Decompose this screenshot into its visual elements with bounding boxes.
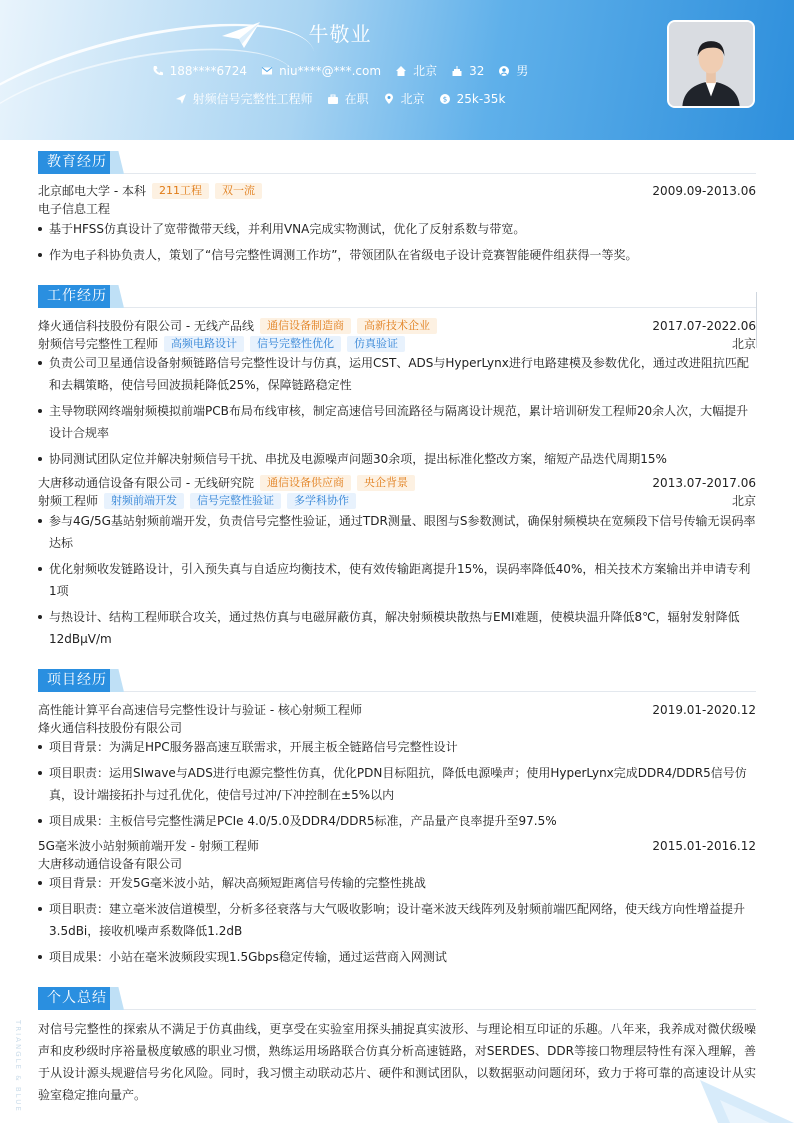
section-summary	[38, 987, 756, 1010]
job-city: 北京	[731, 494, 756, 508]
major-row	[38, 200, 756, 217]
candidate-name: 牛敬业	[308, 22, 372, 46]
project-company-row	[38, 855, 756, 872]
section-work	[38, 285, 756, 308]
job-bullet: 参与4G/5G基站射频前端开发，负责信号完整性验证，通过TDR测量、眼图与S参数测试，确保射频模块在宽频段下信号传输无误码率达标	[38, 510, 756, 554]
job-bullet: 负责公司卫星通信设备射频链路信号完整性设计与仿真，运用CST、ADS与HyperLynx进行电路建模及参数优化，通过改进阻抗匹配和去耦策略，使信号回波损耗降低25%，保障链路稳定性	[38, 352, 756, 396]
project-name: 5G毫米波小站射频前端开发 - 射频工程师	[38, 839, 259, 853]
section-education	[38, 151, 756, 174]
money-icon	[439, 93, 451, 105]
project-bullet: 项目成果：主板信号完整性满足PCIe 4.0/5.0及DDR4/DDR5标准，产品量产良率提升至97.5%	[38, 810, 756, 832]
job-role-row	[38, 335, 756, 352]
svg-text:$: $	[442, 95, 447, 103]
summary-text: 对信号完整性的探索从不满足于仿真曲线，更享受在实验室用探头捕捉真实波形、与理论相互印证的乐趣。八年来，我养成对微伏级噪声和皮秒级时序裕量极度敏感的职业习惯，熟练运用场路联合仿真分析高速链路，对SERDES、DDR等接口物理层特性有深入理解，善于从设计源头规避信号劣化风险。同时，我习惯主动联动芯片、硬件和测试团队，以数据驱动问题闭环，致力于将可靠的高速设计从实验室稳定推向量产。	[38, 1022, 756, 1102]
project-header	[38, 701, 756, 718]
project-bullet: 项目职责：建立毫米波信道模型，分析多径衰落与大气吸收影响；设计毫米波天线阵列及射频前端匹配网络，使天线方向性增益提升3.5dBi，接收机噪声系数降低1.2dB	[38, 898, 756, 942]
project-bullet: 项目职责：运用SIwave与ADS进行电源完整性仿真，优化PDN目标阻抗，降低电源噪声；使用HyperLynx完成DDR4/DDR5信号仿真，设计端接拓扑与过孔优化，使信号过冲/下冲控制在±5%以内	[38, 762, 756, 806]
job-header	[38, 474, 756, 491]
status-item	[327, 90, 369, 107]
job-city: 北京	[731, 337, 756, 351]
section-divider	[124, 173, 756, 174]
salary-text: 25k-35k	[456, 91, 506, 106]
mail-icon	[261, 65, 273, 77]
skill-tag: 射频前端开发	[104, 493, 184, 509]
company-tag: 高新技术企业	[357, 318, 437, 334]
skill-tag: 多学科协作	[287, 493, 356, 509]
job-header	[38, 317, 756, 334]
company-tag: 通信设备供应商	[260, 475, 351, 491]
company-tag: 央企背景	[357, 475, 415, 491]
major-text: 电子信息工程	[38, 202, 111, 216]
education-header	[38, 182, 756, 199]
skill-tag: 高频电路设计	[164, 336, 244, 352]
section-title-decor	[110, 669, 124, 692]
job-date: 2013.07-2017.06	[652, 475, 756, 490]
job-role-row	[38, 492, 756, 509]
target-city-text: 北京	[400, 92, 425, 106]
position-text: 射频信号完整性工程师	[192, 92, 313, 106]
position-item	[175, 90, 313, 107]
contact-row	[0, 62, 680, 79]
resume-header	[0, 0, 794, 140]
section-title-decor	[110, 151, 124, 174]
section-title-decor	[110, 285, 124, 308]
company-tag: 通信设备制造商	[260, 318, 351, 334]
cake-icon	[451, 65, 463, 77]
briefcase-icon	[327, 93, 339, 105]
location-pin-icon	[383, 93, 395, 105]
skill-tag: 信号完整性优化	[250, 336, 341, 352]
project-header	[38, 837, 756, 854]
home-icon	[395, 65, 407, 77]
age-text: 32	[469, 63, 485, 78]
skill-tag: 信号完整性验证	[190, 493, 281, 509]
side-watermark: TRIANGLE & BLUE	[14, 1020, 22, 1113]
project-bullet: 项目背景：为满足HPC服务器高速互联需求，开展主板全链路信号完整性设计	[38, 736, 756, 758]
company-name: 烽火通信科技股份有限公司 - 无线产品线	[38, 319, 254, 333]
city-item	[395, 62, 437, 79]
phone-item	[152, 62, 247, 79]
avatar	[667, 20, 755, 108]
section-divider	[124, 1009, 756, 1010]
phone-text: 188****6724	[169, 63, 248, 78]
target-city-item	[383, 90, 425, 107]
project-name: 高性能计算平台高速信号完整性设计与验证 - 核心射频工程师	[38, 703, 362, 717]
job-intent-row	[0, 90, 680, 107]
project-bullet: 项目背景：开发5G毫米波小站，解决高频短距离信号传输的完整性挑战	[38, 872, 756, 894]
section-projects	[38, 669, 756, 692]
skill-tag: 仿真验证	[347, 336, 405, 352]
job-date: 2017.07-2022.06	[652, 318, 756, 333]
section-title: 教育经历	[38, 151, 116, 174]
status-text: 在职	[344, 92, 369, 106]
job-role: 射频信号完整性工程师	[38, 337, 159, 351]
project-company: 烽火通信科技股份有限公司	[38, 721, 183, 735]
section-title-decor	[110, 987, 124, 1010]
gender-item	[498, 62, 528, 79]
school-tag: 双一流	[215, 183, 262, 199]
city-text: 北京	[413, 64, 438, 78]
section-title: 个人总结	[38, 987, 116, 1010]
project-company: 大唐移动通信设备有限公司	[38, 857, 183, 871]
project-bullet: 项目成果：小站在毫米波频段实现1.5Gbps稳定传输，通过运营商入网测试	[38, 946, 756, 968]
education-bullet: 基于HFSS仿真设计了宽带微带天线，并利用VNA完成实物测试，优化了反射系数与带宽。	[38, 218, 756, 240]
email-item	[261, 62, 381, 79]
job-role: 射频工程师	[38, 494, 99, 508]
section-title: 项目经历	[38, 669, 116, 692]
education-date: 2009.09-2013.06	[652, 183, 756, 198]
project-company-row	[38, 719, 756, 736]
job-bullet: 主导物联网终端射频模拟前端PCB布局布线审核，制定高速信号回流路径与隔离设计规范，累计培训研发工程师20余人次，大幅提升设计合规率	[38, 400, 756, 444]
send-icon	[175, 93, 187, 105]
education-bullet: 作为电子科协负责人，策划了“信号完整性调测工作坊”，带领团队在省级电子设计竞赛智能硬件组获得一等奖。	[38, 244, 756, 266]
job-bullet: 与热设计、结构工程师联合攻关，通过热仿真与电磁屏蔽仿真，解决射频模块散热与EMI难题，使模块温升降低8℃，辐射发射降低12dBμV/m	[38, 606, 756, 650]
section-divider	[124, 307, 756, 308]
project-date: 2019.01-2020.12	[652, 702, 756, 717]
gender-text: 男	[516, 64, 529, 78]
section-title: 工作经历	[38, 285, 116, 308]
email-text: niu****@***.com	[279, 63, 382, 78]
company-name: 大唐移动通信设备有限公司 - 无线研究院	[38, 476, 254, 490]
job-bullet: 协同测试团队定位并解决射频信号干扰、串扰及电源噪声问题30余项，提出标准化整改方案，缩短产品迭代周期15%	[38, 448, 756, 470]
corner-decor	[700, 1070, 794, 1123]
age-item	[451, 62, 484, 79]
gender-icon	[498, 65, 510, 77]
project-date: 2015.01-2016.12	[652, 838, 756, 853]
job-bullet: 优化射频收发链路设计，引入预失真与自适应均衡技术，使有效传输距离提升15%，误码率降低40%，相关技术方案输出并申请专利1项	[38, 558, 756, 602]
section-divider	[124, 691, 756, 692]
school-line: 北京邮电大学 - 本科	[38, 184, 146, 198]
school-tag: 211工程	[152, 183, 209, 199]
salary-item	[439, 90, 506, 107]
phone-icon	[152, 65, 164, 77]
edge-divider	[756, 292, 757, 348]
